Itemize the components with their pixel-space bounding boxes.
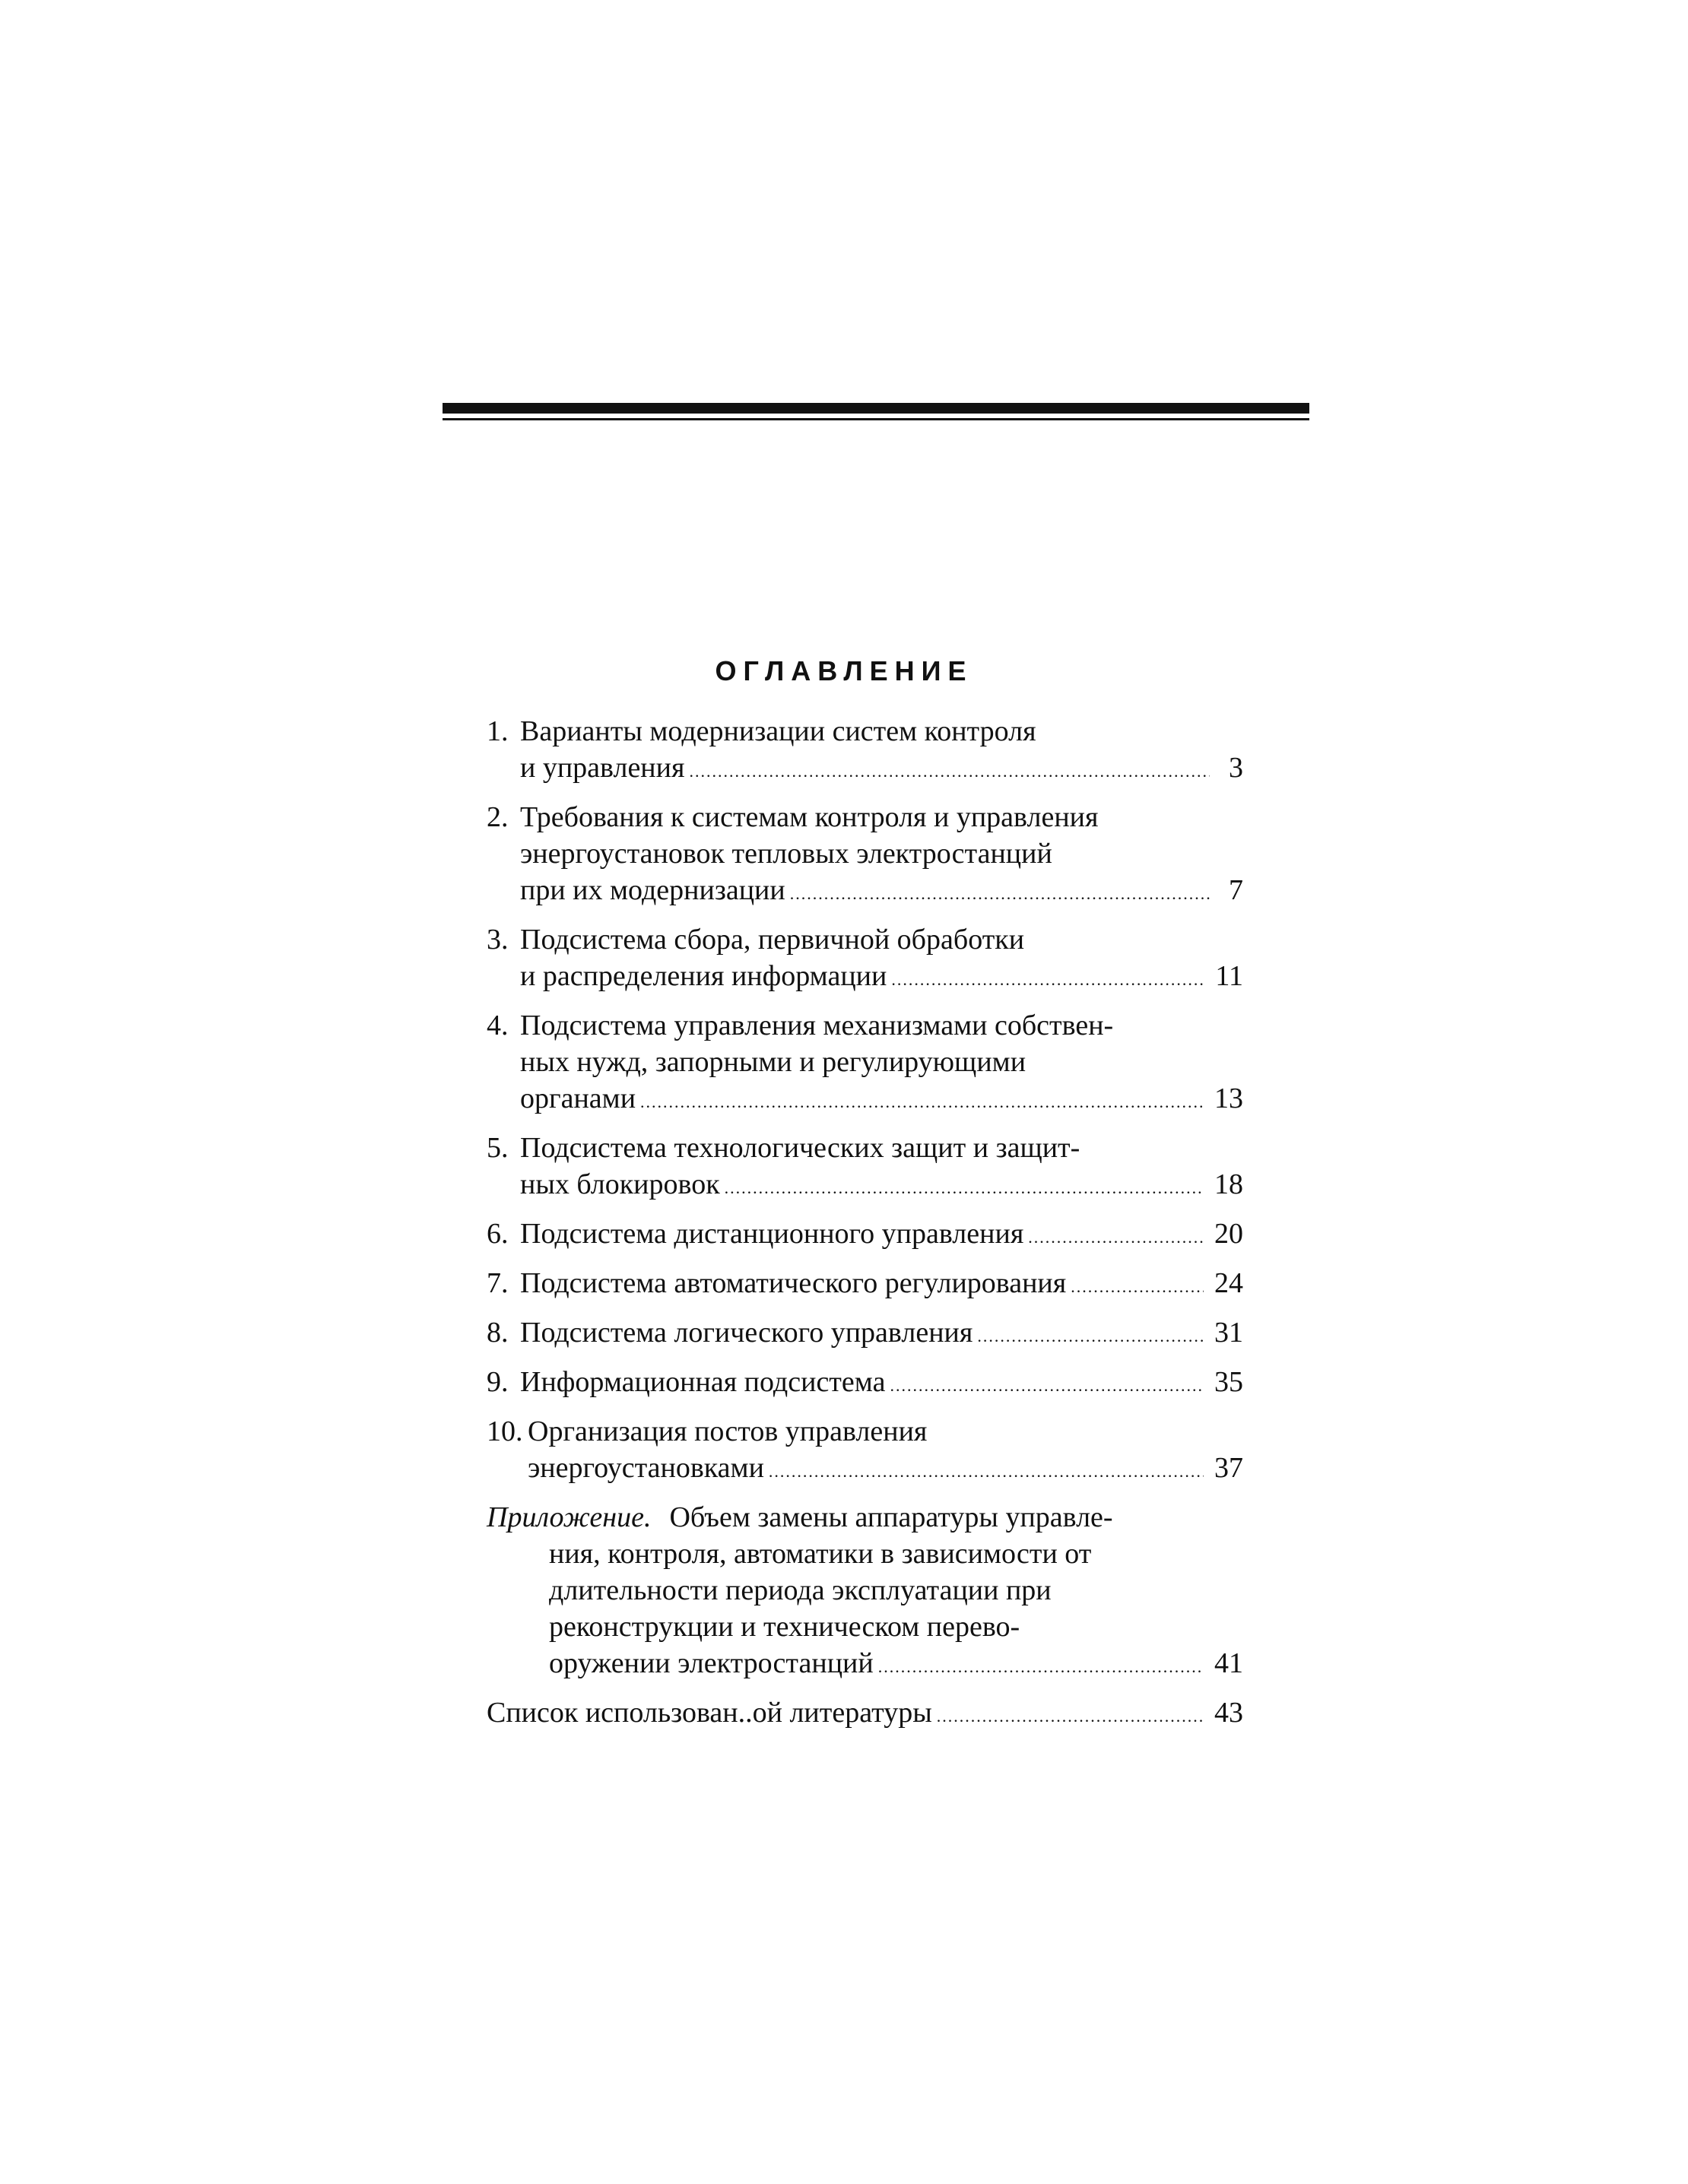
entry-page: 20 xyxy=(1214,1218,1243,1250)
page-title: ОГЛАВЛЕНИЕ xyxy=(715,655,973,686)
dot-leader xyxy=(725,1170,1204,1206)
entry-text: Подсистема сбора, первичной обработки xyxy=(520,924,1025,956)
toc-entry-2[interactable] xyxy=(487,799,1243,912)
entry-page: 31 xyxy=(1214,1317,1243,1349)
entry-text: реконструкции и техническом перево- xyxy=(549,1611,1020,1643)
dot-leader xyxy=(977,1318,1204,1355)
entry-number: 6. xyxy=(487,1218,509,1250)
toc-entry-5[interactable] xyxy=(487,1130,1243,1206)
entry-text: и управления xyxy=(520,752,685,784)
entry-number: 7. xyxy=(487,1267,509,1299)
entry-number: 9. xyxy=(487,1366,509,1398)
dot-leader xyxy=(891,962,1204,998)
dot-leader xyxy=(878,1649,1204,1685)
dot-leader xyxy=(890,1368,1204,1404)
entry-page: 11 xyxy=(1215,960,1243,992)
entry-text: Варианты модернизации систем контроля xyxy=(520,715,1036,747)
entry-text: и распределения информации xyxy=(520,960,887,992)
entry-text: Объем замены аппаратуры управле- xyxy=(669,1501,1113,1533)
toc-references[interactable] xyxy=(487,1694,1243,1735)
entry-text: длительности периода эксплуатации при xyxy=(549,1574,1052,1606)
entry-page: 13 xyxy=(1214,1082,1243,1114)
entry-text: Подсистема автоматического регулирования xyxy=(520,1267,1067,1299)
toc-appendix[interactable] xyxy=(487,1499,1243,1685)
appendix-label: Приложение. xyxy=(487,1501,652,1533)
entry-text: ных блокировок xyxy=(520,1168,720,1200)
toc-entry-9[interactable] xyxy=(487,1364,1243,1404)
entry-text: ных нужд, запорными и регулирующими xyxy=(520,1046,1026,1078)
toc-entry-3[interactable] xyxy=(487,921,1243,998)
entry-text: Организация постов управления xyxy=(528,1415,928,1447)
entry-text: энергоустановками xyxy=(528,1452,764,1484)
entry-number: 5. xyxy=(487,1132,509,1164)
entry-page: 3 xyxy=(1229,752,1243,784)
dot-leader xyxy=(1028,1219,1204,1256)
toc-entry-1[interactable] xyxy=(487,713,1243,790)
entry-text: органами xyxy=(520,1082,636,1114)
toc-entry-10[interactable] xyxy=(487,1413,1243,1490)
entry-text: ния, контроля, автоматики в зависимости от xyxy=(549,1538,1092,1570)
entry-page: 7 xyxy=(1229,874,1243,906)
entry-text: при их модернизации xyxy=(520,874,785,906)
entry-page: 18 xyxy=(1214,1168,1243,1200)
entry-number: 8. xyxy=(487,1317,509,1349)
entry-text: Требования к системам контроля и управления xyxy=(520,801,1099,833)
dot-leader xyxy=(640,1084,1204,1121)
entry-number: 10. xyxy=(487,1415,523,1447)
entry-text: Подсистема логического управления xyxy=(520,1317,973,1349)
entry-page: 41 xyxy=(1214,1647,1243,1679)
entry-page: 35 xyxy=(1214,1366,1243,1398)
header-rule-thick xyxy=(443,403,1309,414)
entry-number: 3. xyxy=(487,924,509,956)
entry-text: Подсистема дистанционного управления xyxy=(520,1218,1024,1250)
header-rule-thin xyxy=(443,418,1309,420)
entry-page: 24 xyxy=(1214,1267,1243,1299)
dot-leader xyxy=(769,1453,1204,1490)
entry-text: оружении электростанций xyxy=(549,1647,874,1679)
dot-leader xyxy=(937,1698,1204,1735)
table-of-contents xyxy=(487,713,1243,1744)
entry-number: 4. xyxy=(487,1010,509,1041)
toc-entry-6[interactable] xyxy=(487,1216,1243,1256)
entry-number: 2. xyxy=(487,801,509,833)
entry-page: 43 xyxy=(1214,1697,1243,1729)
entry-text: Список использован..ой литературы xyxy=(487,1697,932,1729)
entry-text: Информационная подсистема xyxy=(520,1366,886,1398)
toc-entry-8[interactable] xyxy=(487,1314,1243,1355)
dot-leader xyxy=(1071,1269,1204,1305)
entry-text: Подсистема технологических защит и защит- xyxy=(520,1132,1080,1164)
entry-text: энергоустановок тепловых электростанций xyxy=(520,838,1052,870)
entry-page: 37 xyxy=(1214,1452,1243,1484)
toc-entry-7[interactable] xyxy=(487,1265,1243,1305)
dot-leader xyxy=(689,753,1210,790)
entry-text: Подсистема управления механизмами собствен- xyxy=(520,1010,1114,1041)
toc-entry-4[interactable] xyxy=(487,1007,1243,1121)
dot-leader xyxy=(790,876,1210,912)
entry-number: 1. xyxy=(487,715,509,747)
